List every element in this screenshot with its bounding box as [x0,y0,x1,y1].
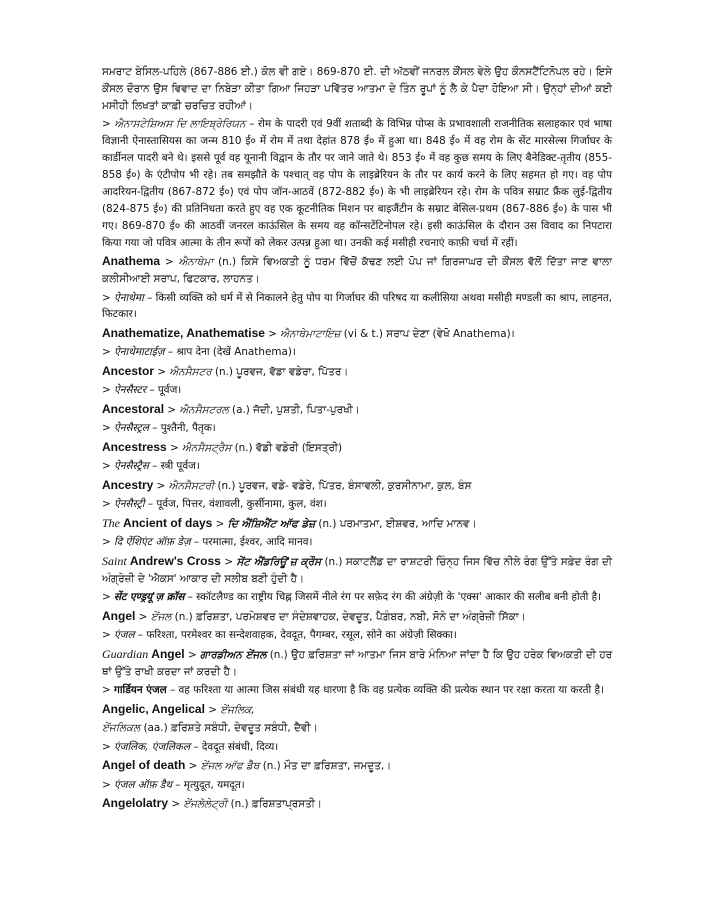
entry-angelic-cont: ਏਂਜਲਿਕਲ (aa.) ਫ਼ਰਿਸ਼ਤੇ ਸਬੰਧੀ, ਦੇਵਦੂਤ ਸਬੰਧੀ, ਦੈਵੀ। [102,722,318,735]
transliteration: ਸੇਂਟ ਐਂਡਰਿਊ'ਜ਼ ਕ੍ਰੌਸ [236,555,321,568]
entry-angel: Angel > ਏਂਜਲ (n.) ਫ਼ਰਿਸ਼ਤਾ, ਪਰਮੇਸ਼ਵਰ ਦਾ ਸੰਦੇਸ਼ਵਾਹਕ, ਦੇਵਦੂਤ, ਪੈਗ਼ੰਬਰ, ਨਬੀ, ਸੋਨੇ ਦਾ ਅੰਗ੍ਰੇਜ਼ੀ ਸਿੱਕਾ। [102,608,526,623]
transliteration: ਐਨਸੈਸਟਰੀ [168,479,215,492]
headword: Ancestor [102,363,155,378]
entry-angel-hindi: > एंजल – फरिश्ता, परमेश्वर का सन्देशवाहक, देवदूत, पैगम्बर, रसूल, सोने का अंग्रेज़ी सिक्का। [102,629,457,642]
headword: Anathema [102,254,161,269]
headword: Ancestress [102,439,167,454]
transliteration: ਐਨਸੈਸਟ੍ਰੈਸ [182,441,232,454]
entry-andrews-cross-hindi: > सेंट एण्ड्रयू'ज़ क्रॉस – स्कॉटलैण्ड का राष्ट्रीय चिह्न जिसमें नीले रंग पर सफ़ेद रंग की अंग्रेज़ी के 'एक्स' आकार की सलीब बनी होती है। [102,591,602,604]
hindi-headword: सेंट एण्ड्रयू'ज़ क्रॉस [114,591,185,604]
entry-ancestoral: Ancestoral > ਐਨਸੈਸਟਰਲ (a.) ਜੱਦੀ, ਪੁਸ਼ਤੀ, ਪਿਤਾ-ਪੁਰਖੀ। [102,401,360,416]
hindi-headword: ऐनाथेमा [114,291,144,304]
headword: Angel [102,608,136,623]
entry-ancestor: Ancestor > ਐਨਸੈਸਟਰ (n.) ਪੂਰਵਜ, ਵੱਡਾ ਵਡੇਰਾ, ਪਿੱਤਰ। [102,363,349,378]
entry-guardian-angel-hindi: > गार्डियन एंजल – वह फरिश्ता या आत्मा जिस संबंधी यह धारणा है कि वह प्रत्येक व्यक्ति की प्रत्येक स्थान पर रक्षा करता या करती है। [102,684,604,697]
hindi-headword: दि ऐंशिएंट ऑफ़ डेज़ [114,536,191,549]
transliteration: ਦਿ ਐਂਸ਼ਿਐਂਟ ਆੱਫ ਡੇਜ਼ [227,517,316,530]
hindi-headword: एंजल [114,629,135,642]
transliteration: ਗਾਰਡੀਅਨ ਏਂਜਲ [200,648,267,661]
transliteration: ਏਂਜਲਿਕ, [220,703,255,716]
transliteration: ਐਨਸੈਸਟਰਲ [179,403,229,416]
entry-angelic-hindi: > एंजलिक, एंजलिकल – देवदूत संबंधी, दिव्य। [102,740,279,753]
headword: Ancestry [102,477,154,492]
entry-anathematize-hindi: > ऐनाथेमाटाईज़ – श्राप देना (देखें Anathema)। [102,346,296,359]
hindi-headword: गार्डियन एंजल [114,684,167,697]
entry-angel-of-death: Angel of death > ਏਂਜਲ ਆੱਫ ਡੈੱਥ (n.) ਮੌਤ ਦਾ ਫ਼ਰਿਸ਼ਤਾ, ਜਮਦੂਤ,। [102,758,392,773]
headword: Angel [151,646,185,661]
entry-anathema-hindi: > ऐनाथेमा – किसी व्यक्ति को धर्म में से निकालने हेतु पोप या गिर्जाघर की परिषद या कलीसिया अथवा मसीही मण्डली का श्राप, लाहनत, फिटकार। [102,291,612,321]
entry-continuation-hindi: > ਐਨਾਸਟੇਸ਼ਿਅਸ ਦਿ ਲਾਇਬ੍ਰੇਰਿਯਨ – रोम के पादरी एवं 9वीं शताब्दी के विभिन्न पोप्स के प्रभावशाली राजनीतिक सलाहकार एवं भाषा विज्ञानी ऐनास्तासियस का जन्म 810 ई० में रोम में तथा देहांत 878 ई० में हुआ था। 848 ई० में वह रोम के सेंट मारसेल्स गिर्जाघर के कार्डीनल पादरी बने थे। इससे पूर्व वह यूनानी विद्वान के तौर पर जाने जाते थे। 853 ई० में वह कुछ समय के लिए बैनेडिक्ट-तृतीय (855-858 ई०) के एंटीपोप भी रहे। तब समझौते के पश्चात् वह पोप के लाइब्रेरियन के तौर पर कार्य करने के लिए सहमत हो गए। वह पोप आदरियन-द्वितीय (867-872 ई०) एवं पोप जॉन-आठवें (872-882 ई०) के भी लाइब्रेरियन रहे। रोम के पवित्र सम्राट फ्रैंक लुई-द्वितीय (824-875 ई०) की प्रतिनिधता करते हुए वह एक कूटनीतिक मिशन पर बाइजैंटीन के सम्राट बेसिल-प्रथम (867-886 ई०) के पास भी गए। 869-870 ई० की आठवीं जनरल काऊंसिल के समय वह कॉन्सटेंटिनोपल रहे। इसी काऊंसिल के दौरान उस विवाद का निपटारा किया गया जो पवित्र आत्मा के तीन रूपों को लेकर उत्पन्न हुआ था। उनकी कई मसीही रचनाएं काफ़ी चर्चा में रहीं। [102,118,612,249]
hindi-headword: ऐनसैस्टर [114,384,147,397]
entry-ancestress-hindi: > ऐनसैस्ट्रैस – स्त्री पूर्वज। [102,460,200,473]
headword: Ancient of days [123,515,213,530]
entry-andrews-cross: Saint Andrew's Cross > ਸੇਂਟ ਐਂਡਰਿਊ'ਜ਼ ਕ੍ਰੌਸ (n.) ਸਕਾਟਲੈਂਡ ਦਾ ਰਾਸ਼ਟਰੀ ਚਿੰਨ੍ਹ ਜਿਸ ਵਿੱਚ ਨੀਲੇ ਰੰਗ ਉੱਤੇ ਸਫ਼ੇਦ ਰੰਗ ਦੀ ਅੰਗ੍ਰੇਜ਼ੀ ਦੇ 'ਐਕਸ' ਆਕਾਰ ਦੀ ਸਲੀਬ ਬਣੀ ਹੁੰਦੀ ਹੈ। [102,553,612,585]
dictionary-page [102,64,612,815]
entry-ancestoral-hindi: > ऐनसैस्ट्रल – पुश्तैनी, पैतृक। [102,422,216,435]
entry-ancient-of-days: The Ancient of days > ਦਿ ਐਂਸ਼ਿਐਂਟ ਆੱਫ ਡੇਜ਼ (n.) ਪਰਮਾਤਮਾ, ਈਸ਼ਵਰ, ਆਦਿ ਮਾਨਵ। [102,515,477,530]
entry-ancient-of-days-hindi: > दि ऐंशिएंट ऑफ़ डेज़ – परमात्मा, ईश्वर, आदि मानव। [102,536,313,549]
headword: Andrew's Cross [129,553,221,568]
headword-prefix: The [102,515,123,530]
entry-angelolatry: Angelolatry > ਏਂਜਲੋਲੇਟ੍ਰੀ (n.) ਫ਼ਰਿਸ਼ਤਾਪ੍ਰਸਤੀ। [102,796,322,811]
transliteration: ਐਨਾਥੇਮਾ [178,256,214,269]
hindi-headword: ऐनसैस्ट्री [114,498,145,511]
entry-ancestor-hindi: > ऐनसैस्टर – पूर्वज। [102,384,182,397]
entry-guardian-angel: Guardian Angel > ਗਾਰਡੀਅਨ ਏਂਜਲ (n.) ਉਹ ਫ਼ਰਿਸ਼ਤਾ ਜਾਂ ਆਤਮਾ ਜਿਸ ਬਾਰੇ ਮੰਨਿਆ ਜਾਂਦਾ ਹੈ ਕਿ ਉਹ ਹਰੇਕ ਵਿਅਕਤੀ ਦੀ ਹਰ ਥਾਂ ਉੱਤੇ ਰਾਖੀ ਕਰਦਾ ਜਾਂ ਕਰਦੀ ਹੈ। [102,646,613,678]
headword-prefix: Guardian [102,646,152,661]
entry-ancestry: Ancestry > ਐਨਸੈਸਟਰੀ (n.) ਪੂਰਵਜ, ਵਡੇ- ਵਡੇਰੇ, ਪਿੱਤਰ, ਬੰਸਾਵਲੀ, ਕੁਰਸੀਨਾਮਾ, ਕੁਲ, ਬੰਸ [102,477,472,492]
entry-angelic: Angelic, Angelical > ਏਂਜਲਿਕ, [102,701,255,716]
headword: Ancestoral [102,401,165,416]
transliteration: ਏਂਜਲਿਕਲ [102,722,141,735]
headword: Angelolatry [102,796,169,811]
entry-anathema: Anathema > ਐਨਾਥੇਮਾ (n.) ਕਿਸੇ ਵਿਅਕਤੀ ਨੂੰ ਧਰਮ ਵਿੱਚੋਂ ਕੱਢਣ ਲਈ ਪੋਪ ਜਾਂ ਗਿਰਜਾਘਰ ਦੀ ਕੌਂਸਲ ਵੱਲੋਂ ਦਿੱਤਾ ਜਾਣ ਵਾਲਾ ਕਲੀਸੀਆਈ ਸਰਾਪ, ਫਿਟਕਾਰ, ਲਾਹਨਤ। [102,254,612,286]
headword: Angel of death [102,758,186,773]
transliteration: ਏਂਜਲੋਲੇਟ੍ਰੀ [183,798,228,811]
hindi-headword: ऐनसैस्ट्रैस [114,460,149,473]
hindi-headword: ਐਨਾਸਟੇਸ਼ਿਅਸ ਦਿ ਲਾਇਬ੍ਰੇਰਿਯਨ [114,118,246,131]
entry-ancestry-hindi: > ऐनसैस्ट्री – पूर्वज, पित्तर, वंशावली, कुर्सीनामा, कुल, वंश। [102,498,327,511]
hindi-headword: एंजलिक, एंजलिकल [114,740,191,753]
entry-ancestress: Ancestress > ਐਨਸੈਸਟ੍ਰੈਸ (n.) ਵੱਡੀ ਵਡੇਰੀ (ਇਸਤ੍ਰੀ) [102,439,342,454]
headword-prefix: Saint [102,553,130,568]
entry-continuation-punjabi: ਸਮਰਾਟ ਬੇਸਿਲ-ਪਹਿਲੇ (867-886 ਈ.) ਕੋਲ ਵੀ ਗਏ। 869-870 ਈ. ਦੀ ਅੱਠਵੀਂ ਜਨਰਲ ਕੌਂਸਲ ਵੇਲੇ ਉਹ ਕੌਨਸਟੈਂਟਿਨੋਪਲ ਰਹੇ। ਇਸੇ ਕੌਂਸਲ ਦੌਰਾਨ ਉਸ ਵਿਵਾਦ ਦਾ ਨਿਬੇੜਾ ਕੀਤਾ ਗਿਆ ਜਿਹੜਾ ਪਵਿੱਤਰ ਆਤਮਾ ਦੇ ਤਿੰਨ ਰੂਪਾਂ ਨੂੰ ਲੈ ਕੇ ਪੈਦਾ ਹੋਇਆ ਸੀ। ਉਨ੍ਹਾਂ ਦੀਆਂ ਕਈ ਮਸੀਹੀ ਲਿਖਤਾਂ ਕਾਫ਼ੀ ਚਰਚਿਤ ਰਹੀਆਂ। [102,66,612,112]
entry-anathematize: Anathematize, Anathematise > ਐਨਾਥੇਮਾਟਾਇਜ਼ (vi & t.) ਸਰਾਪ ਦੇਣਾ (ਵੇਖੋ Anathema)। [102,325,515,340]
transliteration: ਏਂਜਲ ਆੱਫ ਡੈੱਥ [200,760,260,773]
hindi-headword: ऐनाथेमाटाईज़ [114,346,165,359]
headword: Anathematize, Anathematise [102,325,265,340]
hindi-headword: ऐनसैस्ट्रल [114,422,149,435]
transliteration: ਏਂਜਲ [150,610,172,623]
transliteration: ਐਨਾਥੇਮਾਟਾਇਜ਼ [280,327,341,340]
transliteration: ਐਨਸੈਸਟਰ [169,365,212,378]
hindi-headword: एंजल ऑफ़ डैथ [114,778,172,791]
entry-angel-of-death-hindi: > एंजल ऑफ़ डैथ – मृत्युदूत, यमदूत। [102,778,245,791]
headword: Angelic, Angelical [102,701,205,716]
